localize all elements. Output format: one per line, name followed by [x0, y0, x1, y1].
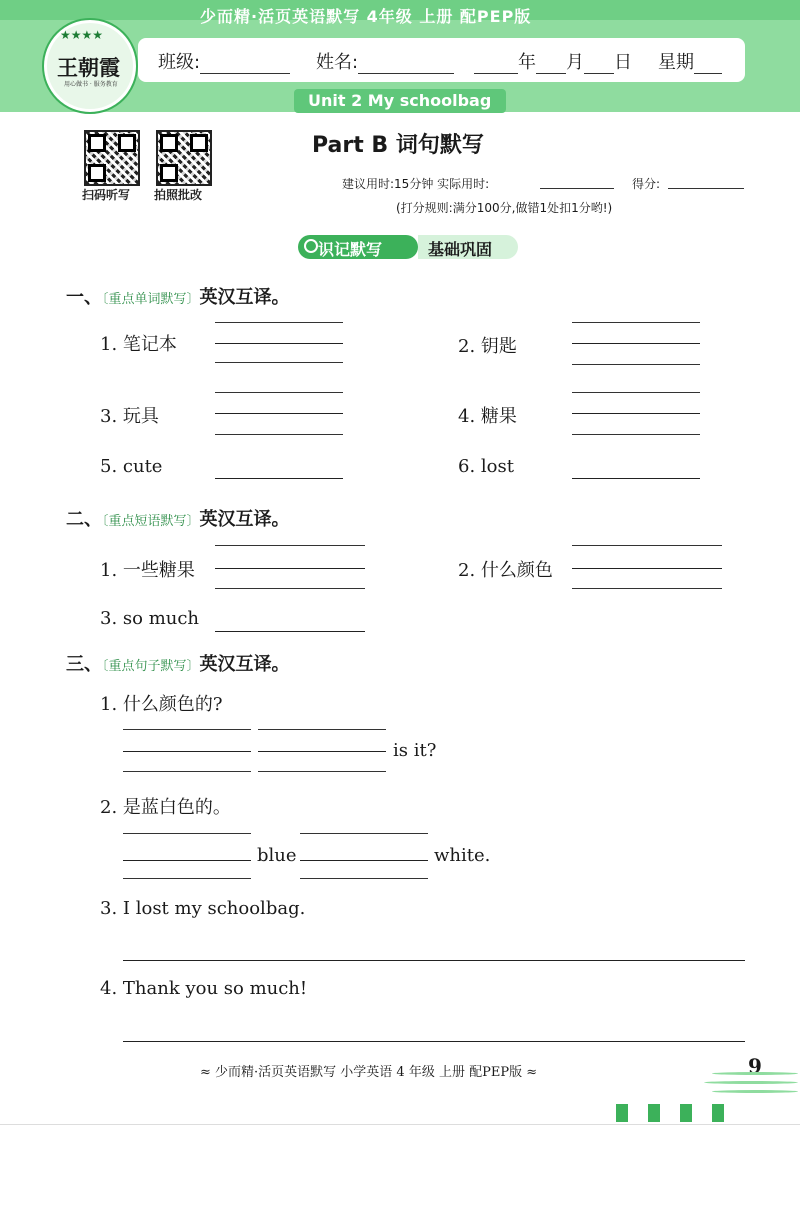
q3-number: 三、	[66, 654, 102, 675]
q3-title: 英汉互译。	[199, 654, 290, 675]
q2-item-2: 2. 什么颜色	[458, 560, 553, 581]
q1-item-1: 1. 笔记本	[100, 334, 177, 355]
q3-s1-line[interactable]	[258, 771, 386, 772]
q1-item-2-line[interactable]	[572, 322, 700, 323]
footer-wave-decoration	[712, 1072, 798, 1075]
footer-green-block	[712, 1104, 724, 1122]
q1-number: 一、	[66, 287, 102, 308]
q2-item-1-line[interactable]	[215, 545, 365, 546]
actual-time-line[interactable]	[540, 188, 614, 189]
q3-tag: 〔重点句子默写〕	[102, 659, 200, 674]
class-label: 班级:	[158, 52, 201, 73]
name-label: 姓名:	[316, 52, 359, 73]
q1-item-3: 3. 玩具	[100, 406, 159, 427]
date-field[interactable]	[474, 48, 632, 74]
footer-wave-decoration	[704, 1081, 798, 1084]
question-2-heading	[66, 505, 290, 531]
year-label: 年	[518, 52, 536, 73]
weekday-field[interactable]	[658, 48, 722, 74]
logo-tagline: 用心做书 · 服务教育	[64, 81, 118, 88]
q2-item-1-line[interactable]	[215, 588, 365, 589]
q1-item-1-line[interactable]	[215, 343, 343, 344]
q2-tag: 〔重点短语默写〕	[102, 514, 200, 529]
q1-item-2-line[interactable]	[572, 364, 700, 365]
q2-item-2-line[interactable]	[572, 568, 722, 569]
q3-s2-line[interactable]	[123, 833, 251, 834]
q2-item-3-line[interactable]	[215, 631, 365, 632]
q3-s4-answer-line[interactable]	[123, 1041, 745, 1042]
q3-sentence-3: 3. I lost my schoolbag.	[100, 898, 306, 919]
part-title: Part B 词句默写	[312, 133, 484, 158]
weekday-label: 星期	[658, 52, 694, 73]
listen-qr-code-icon[interactable]	[84, 130, 140, 186]
q3-sentence-4: 4. Thank you so much!	[100, 978, 308, 999]
q3-s2-line[interactable]	[300, 878, 428, 879]
q3-s1-line[interactable]	[258, 729, 386, 730]
q3-s2-mid: blue	[257, 845, 297, 866]
series-title: 少而精·活页英语默写 4年级 上册 配PEP版	[200, 7, 532, 26]
q3-s1-line[interactable]	[123, 771, 251, 772]
q1-item-4-line[interactable]	[572, 413, 700, 414]
logo-text: 王朝霞	[57, 55, 120, 80]
question-1-heading	[66, 283, 290, 309]
name-field[interactable]	[316, 48, 454, 74]
q2-item-1-line[interactable]	[215, 568, 365, 569]
section-badge-text: 识记默写	[318, 240, 383, 259]
unit-title: Unit 2 My schoolbag	[308, 91, 492, 110]
q3-s2-line[interactable]	[300, 833, 428, 834]
q1-item-6-line[interactable]	[572, 478, 700, 479]
q1-title: 英汉互译。	[199, 287, 290, 308]
q3-s1-line[interactable]	[123, 751, 251, 752]
q1-item-5-line[interactable]	[215, 478, 343, 479]
q3-sentence-2: 2. 是蓝白色的。	[100, 797, 231, 818]
q1-item-4: 4. 糖果	[458, 406, 517, 427]
question-3-heading	[66, 650, 290, 676]
q1-item-3-line[interactable]	[215, 434, 343, 435]
q1-tag: 〔重点单词默写〕	[102, 292, 200, 307]
q2-item-1: 1. 一些糖果	[100, 560, 195, 581]
section-sub-text: 基础巩固	[428, 240, 493, 259]
q1-item-3-line[interactable]	[215, 413, 343, 414]
q1-item-4-line[interactable]	[572, 434, 700, 435]
footer-text: ≈ 少而精·活页英语默写 小学英语 4 年级 上册 配PEP版 ≈	[200, 1065, 538, 1080]
q3-s1-line[interactable]	[123, 729, 251, 730]
q1-item-6: 6. lost	[458, 456, 514, 477]
page-edge-line	[0, 1124, 800, 1125]
photo-qr-code-icon[interactable]	[156, 130, 212, 186]
scoring-rules: (打分规则:满分100分,做错1处扣1分哟!)	[396, 201, 613, 215]
page-number: 9	[748, 1054, 762, 1078]
badge-circle-icon	[304, 239, 318, 253]
q1-item-2: 2. 钥匙	[458, 336, 517, 357]
footer-wave-decoration	[712, 1090, 798, 1093]
month-label: 月	[566, 52, 584, 73]
q1-item-1-line[interactable]	[215, 362, 343, 363]
score-label: 得分:	[632, 177, 661, 191]
q3-s2-line[interactable]	[123, 860, 251, 861]
q3-s1-tail: is it?	[393, 740, 437, 761]
footer-green-block	[648, 1104, 660, 1122]
q1-item-1-line[interactable]	[215, 322, 343, 323]
q1-item-3-line[interactable]	[215, 392, 343, 393]
footer-green-block	[680, 1104, 692, 1122]
q2-item-3: 3. so much	[100, 608, 200, 629]
logo-stars-icon: ★★★★	[60, 28, 104, 42]
q2-item-2-line[interactable]	[572, 588, 722, 589]
listen-qr-label: 扫码听写	[82, 188, 131, 202]
class-field[interactable]	[158, 48, 290, 74]
q3-sentence-1: 1. 什么颜色的?	[100, 694, 223, 715]
q1-item-4-line[interactable]	[572, 392, 700, 393]
q3-s2-tail: white.	[434, 845, 491, 866]
q1-item-2-line[interactable]	[572, 343, 700, 344]
q3-s2-line[interactable]	[123, 878, 251, 879]
q2-item-2-line[interactable]	[572, 545, 722, 546]
q3-s1-line[interactable]	[258, 751, 386, 752]
q1-item-5: 5. cute	[100, 456, 163, 477]
q3-s3-answer-line[interactable]	[123, 960, 745, 961]
footer-green-block	[616, 1104, 628, 1122]
day-label: 日	[614, 52, 632, 73]
q3-s2-line[interactable]	[300, 860, 428, 861]
q2-number: 二、	[66, 509, 102, 530]
q2-title: 英汉互译。	[199, 509, 290, 530]
photo-qr-label: 拍照批改	[154, 188, 203, 202]
time-info: 建议用时:15分钟 实际用时:	[342, 177, 490, 191]
score-line[interactable]	[668, 188, 744, 189]
